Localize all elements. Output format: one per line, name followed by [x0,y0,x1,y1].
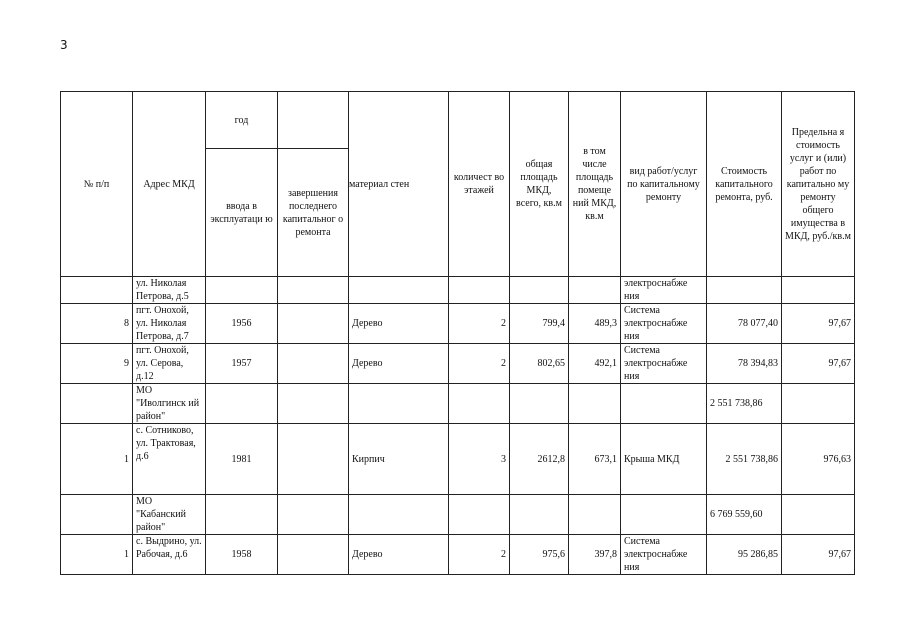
group-row [61,384,855,424]
table-row: 9 пгт. Онохой, ул. Серова, д.12 1957 Дерево 2 802,65 492,1 Система электроснабже ния 78 394,83 97,67 [61,344,855,384]
group-name: МО "Иволгинск ий район" [133,384,206,424]
group-total: 2 551 738,86 [707,384,782,424]
address-cell: с. Выдрино, ул. Рабочая, д.6 [133,535,206,575]
header-premises-area: в том числе площадь помеще ний МКД, кв.м [569,92,621,277]
table-row: 1 с. Выдрино, ул. Рабочая, д.6 1958 Дерево 2 975,6 397,8 Система электроснабже ния 95 286,85 97,67 [61,535,855,575]
work-cell: Система электроснабже ния [621,535,707,575]
header-year-last-repair: завершения последнего капитальног о ремонта [278,149,349,277]
repair-table [60,91,855,575]
work-cell: электроснабже ния [621,277,707,304]
table-row: 8 пгт. Онохой, ул. Николая Петрова, д.7 1956 Дерево 2 799,4 489,3 Система электроснабже ния 78 077,40 97,67 [61,304,855,344]
group-name: МО "Кабанский район" [133,495,206,535]
header-num: № п/п [61,92,133,277]
table-row [61,277,855,304]
address-cell: ул. Николая Петрова, д.5 [133,277,206,304]
table-row: 1 с. Сотниково, ул. Трактовая, д.6 1981 Кирпич 3 2612,8 673,1 Крыша МКД 2 551 738,86 976,63 [61,424,855,495]
work-cell: Система электроснабже ния [621,304,707,344]
header-year: год [206,92,278,149]
address-cell: пгт. Онохой, ул. Николая Петрова, д.7 [133,304,206,344]
group-row [61,495,855,535]
header-work-type: вид работ/услуг по капитальному ремонту [621,92,707,277]
header-year-commission: ввода в эксплуатаци ю [206,149,278,277]
header-wall-material: материал стен [349,92,449,277]
header-max-cost: Предельна я стоимость услуг и (или) работ по капитально му ремонту общего имущества в МКД, руб./кв.м [782,92,855,277]
group-total: 6 769 559,60 [707,495,782,535]
work-cell: Система электроснабже ния [621,344,707,384]
address-cell: с. Сотниково, ул. Трактовая, д.6 [133,424,206,495]
page-number: 3 [60,38,68,52]
header-address: Адрес МКД [133,92,206,277]
header-total-area: общая площадь МКД, всего, кв.м [510,92,569,277]
work-cell: Крыша МКД [621,424,707,495]
address-cell: пгт. Онохой, ул. Серова, д.12 [133,344,206,384]
header-floors: количест во этажей [449,92,510,277]
header-cost: Стоимость капитального ремонта, руб. [707,92,782,277]
